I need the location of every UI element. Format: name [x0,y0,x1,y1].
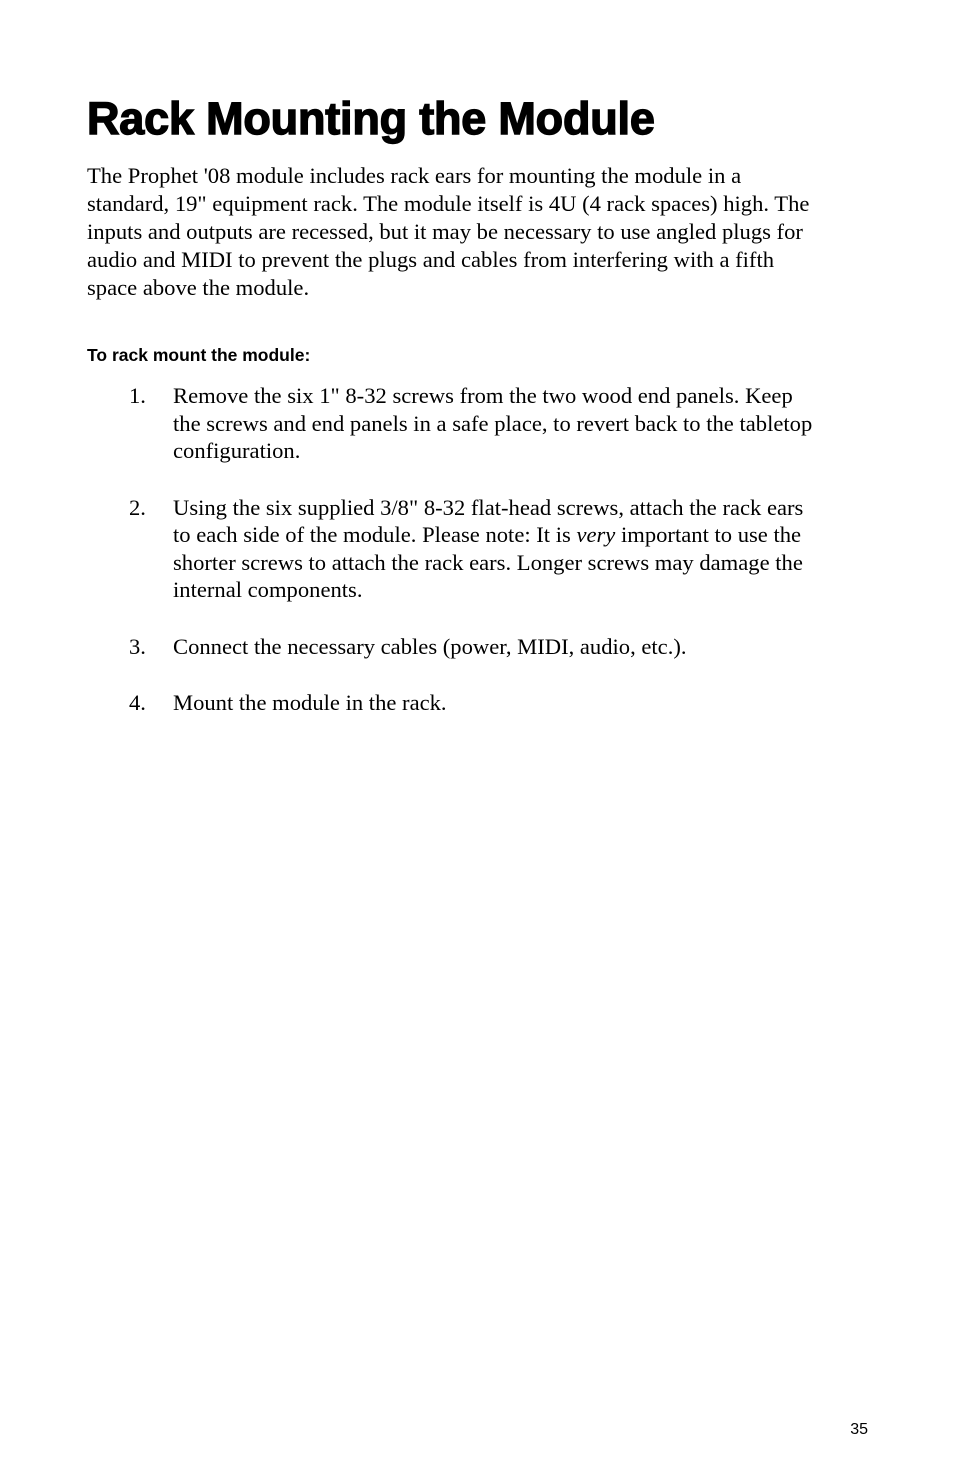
step-text-segment: to each side of the module. Please note: It is [173,522,577,547]
step-line: internal components. [173,577,363,602]
step-line [173,521,877,549]
step-1 [87,382,877,465]
step-text [173,494,877,604]
step-line: Connect the necessary cables (power, MIDI, audio, etc.). [173,633,687,659]
step-text-segment: important to use the [615,522,802,547]
intro-line: standard, 19" equipment rack. The module itself is 4U (4 rack spaces) high. The [87,191,810,216]
procedure-heading: To rack mount the module: [87,345,311,365]
page-number: 35 [850,1421,868,1438]
step-2 [87,494,877,604]
step-text [173,382,877,465]
step-line: Remove the six 1" 8-32 screws from the two wood end panels. Keep [173,383,793,408]
step-line: shorter screws to attach the rack ears. Longer screws may damage the [173,549,803,575]
intro-line: audio and MIDI to prevent the plugs and cables from interfering with a fifth [87,247,775,272]
intro-line: The Prophet '08 module includes rack ears for mounting the module in a [87,163,742,188]
intro-paragraph [87,162,877,302]
step-line: Using the six supplied 3/8" 8-32 flat-head screws, attach the rack ears [173,494,804,520]
emphasis-text: very [576,522,616,547]
step-number: 3. [129,633,146,659]
step-3 [87,633,877,661]
step-line: configuration. [173,438,301,463]
step-number: 2. [129,494,146,520]
step-text [173,633,877,661]
step-line: Mount the module in the rack. [173,690,447,715]
step-number: 1. [129,383,146,408]
step-text [173,689,877,717]
steps-list [87,382,877,746]
intro-line: inputs and outputs are recessed, but it may be necessary to use angled plugs for [87,219,803,244]
step-number: 4. [129,690,146,715]
page-title: Rack Mounting the Module [87,93,655,144]
step-line: the screws and end panels in a safe place, to revert back to the tabletop [173,410,813,436]
step-4 [87,689,877,717]
intro-line: space above the module. [87,275,310,300]
